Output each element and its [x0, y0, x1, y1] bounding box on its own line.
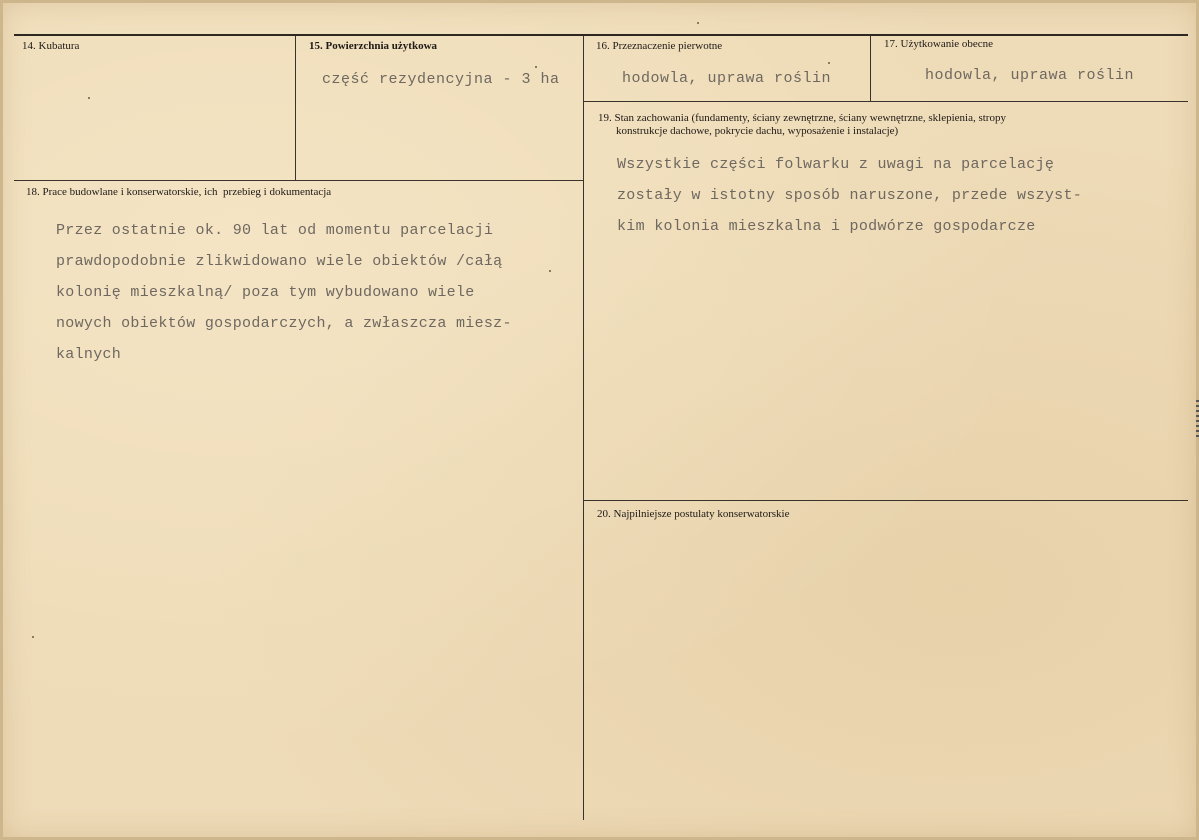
paper-speck — [549, 270, 551, 272]
divider-row-19-20 — [584, 500, 1188, 501]
paper-speck — [88, 97, 90, 99]
field-18-line: kalnych — [56, 346, 122, 363]
field-18-label: 18. Prace budowlane i konserwatorskie, ich przebieg i dokumentacja — [26, 186, 332, 198]
top-border — [14, 34, 1188, 36]
field-20-label: 20. Najpilniejsze postulaty konserwatorskie — [597, 508, 790, 520]
field-19-line: Wszystkie części folwarku z uwagi na parcelację — [617, 156, 1055, 173]
divider-row-14-18 — [14, 180, 584, 181]
field-18-line: nowych obiektów gospodarczych, a zwłaszcza miesz- — [56, 315, 512, 332]
field-18-text — [56, 215, 512, 370]
divider-row-16-19 — [584, 101, 1188, 102]
field-19-text — [617, 149, 1082, 242]
divider-16-17 — [870, 36, 871, 101]
paper-speck — [535, 66, 537, 68]
paper-speck — [828, 62, 830, 64]
paper-speck — [697, 22, 699, 24]
field-18-line: kolonię mieszkalną/ poza tym wybudowano wiele — [56, 284, 475, 301]
field-18-line: Przez ostatnie ok. 90 lat od momentu parcelacji — [56, 222, 494, 239]
divider-14-15 — [295, 36, 296, 180]
field-18-line: prawdopodobnie zlikwidowano wiele obiektów /całą — [56, 253, 503, 270]
divider-center — [583, 36, 584, 820]
field-19-label-line2: konstrukcje dachowe, pokrycie dachu, wyposażenie i instalacje) — [616, 125, 899, 137]
field-19-line: kim kolonia mieszkalna i podwórze gospodarcze — [617, 218, 1036, 235]
field-19-label-line1: 19. Stan zachowania (fundamenty, ściany zewnętrzne, ściany wewnętrzne, sklepienia, stropy — [598, 112, 1006, 124]
field-17-label: 17. Użytkowanie obecne — [884, 38, 994, 50]
field-17-value: hodowla, uprawa roślin — [925, 67, 1135, 84]
field-19-label — [598, 112, 1183, 138]
field-14-label: 14. Kubatura — [22, 40, 80, 52]
field-16-value: hodowla, uprawa roślin — [622, 70, 832, 87]
field-15-value: część rezydencyjna - 3 ha — [322, 71, 560, 88]
paper-speck — [32, 636, 34, 638]
field-19-line: zostały w istotny sposób naruszone, przede wszyst- — [617, 187, 1083, 204]
field-16-label: 16. Przeznaczenie pierwotne — [596, 40, 723, 52]
field-15-label: 15. Powierzchnia użytkowa — [309, 40, 438, 52]
